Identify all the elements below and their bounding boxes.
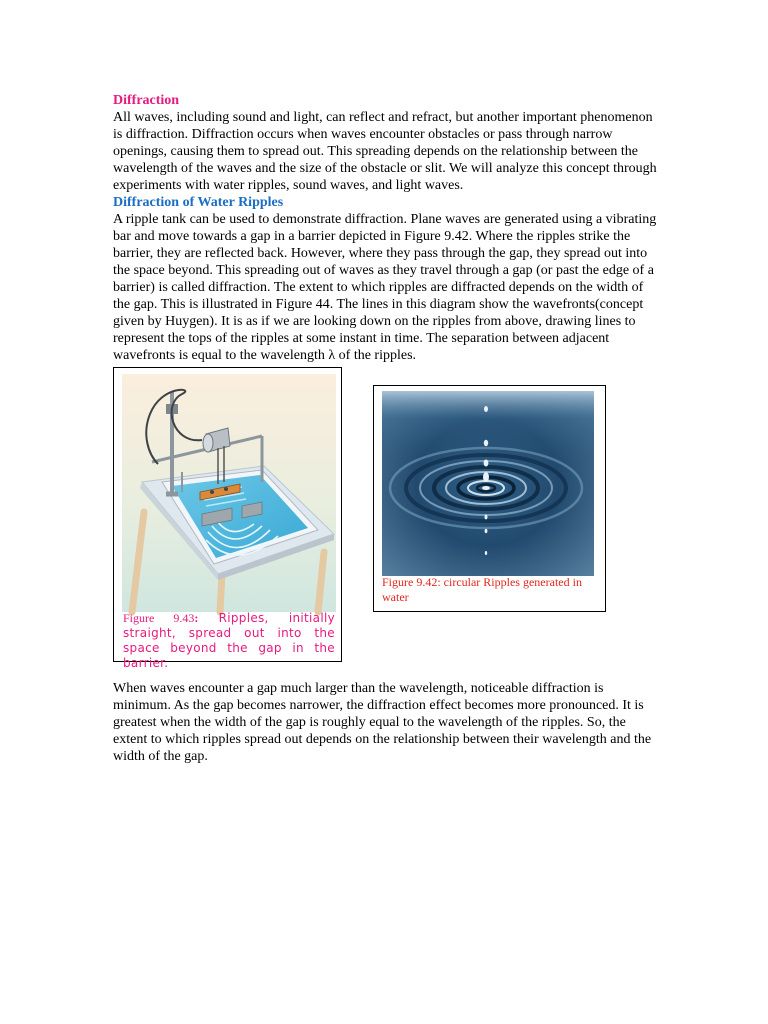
ripple-tank-illustration bbox=[122, 374, 336, 612]
heading-diffraction: Diffraction bbox=[113, 93, 180, 108]
figure-943-caption-label: Figure 9.43 bbox=[123, 611, 195, 625]
water-drop-photo bbox=[382, 391, 594, 576]
gap-width-paragraph: When waves encounter a gap much larger than the wavelength, noticeable diffraction is minimum. As the gap becomes narrower, the diffraction effect becomes more pronounced. It is greatest when the width of the gap is roughly equal to the wavelength of the ripples. So, the extent to which ripples spread out depends on the relationship between their wavelength and the width of the gap. bbox=[113, 681, 652, 764]
ripple-tank-paragraph: A ripple tank can be used to demonstrate diffraction. Plane waves are generated using a vibrating bar and move towards a gap in a barrier depicted in Figure 9.42. Where the ripples strike the barrier, they are reflected back. However, where they pass through the gap, they spread out into the space beyond. This spreading out of waves as they travel through a gap (or past the edge of a barrier) is called diffraction. The extent to which ripples are diffracted depends on the width of the gap. This is illustrated in Figure 44. The lines in this diagram show the wavefronts(concept given by Huygen). It is as if we are looking down on the ripples from above, drawing lines to represent the tops of the ripples at some instant in time. The separation between adjacent wavefronts is equal to the wavelength λ of the ripples. bbox=[113, 212, 657, 363]
figure-943-caption bbox=[123, 611, 335, 670]
gap-width-section bbox=[113, 680, 658, 765]
figure-943-caption-colon: : bbox=[194, 611, 199, 625]
intro-paragraph: All waves, including sound and light, can reflect and refract, but another important phenomenon is diffraction. Diffraction occurs when waves encounter obstacles or pass through narrow openings, causing them to spread out. This spreading depends on the relationship between the wavelength of the waves and the size of the obstacle or slit. We will analyze this concept through experiments with water ripples, sound waves, and light waves. bbox=[113, 110, 657, 193]
figure-943-frame bbox=[113, 367, 342, 670]
heading-water-ripples: Diffraction of Water Ripples bbox=[113, 195, 284, 210]
figure-942-frame bbox=[373, 385, 606, 612]
figure-942-caption: Figure 9.42: circular Ripples generated in water bbox=[382, 575, 582, 604]
figure-943-caption-text: Ripples, initially straight, spread out into the space beyond the gap in the barrier. bbox=[123, 611, 335, 670]
document-body bbox=[113, 92, 658, 364]
